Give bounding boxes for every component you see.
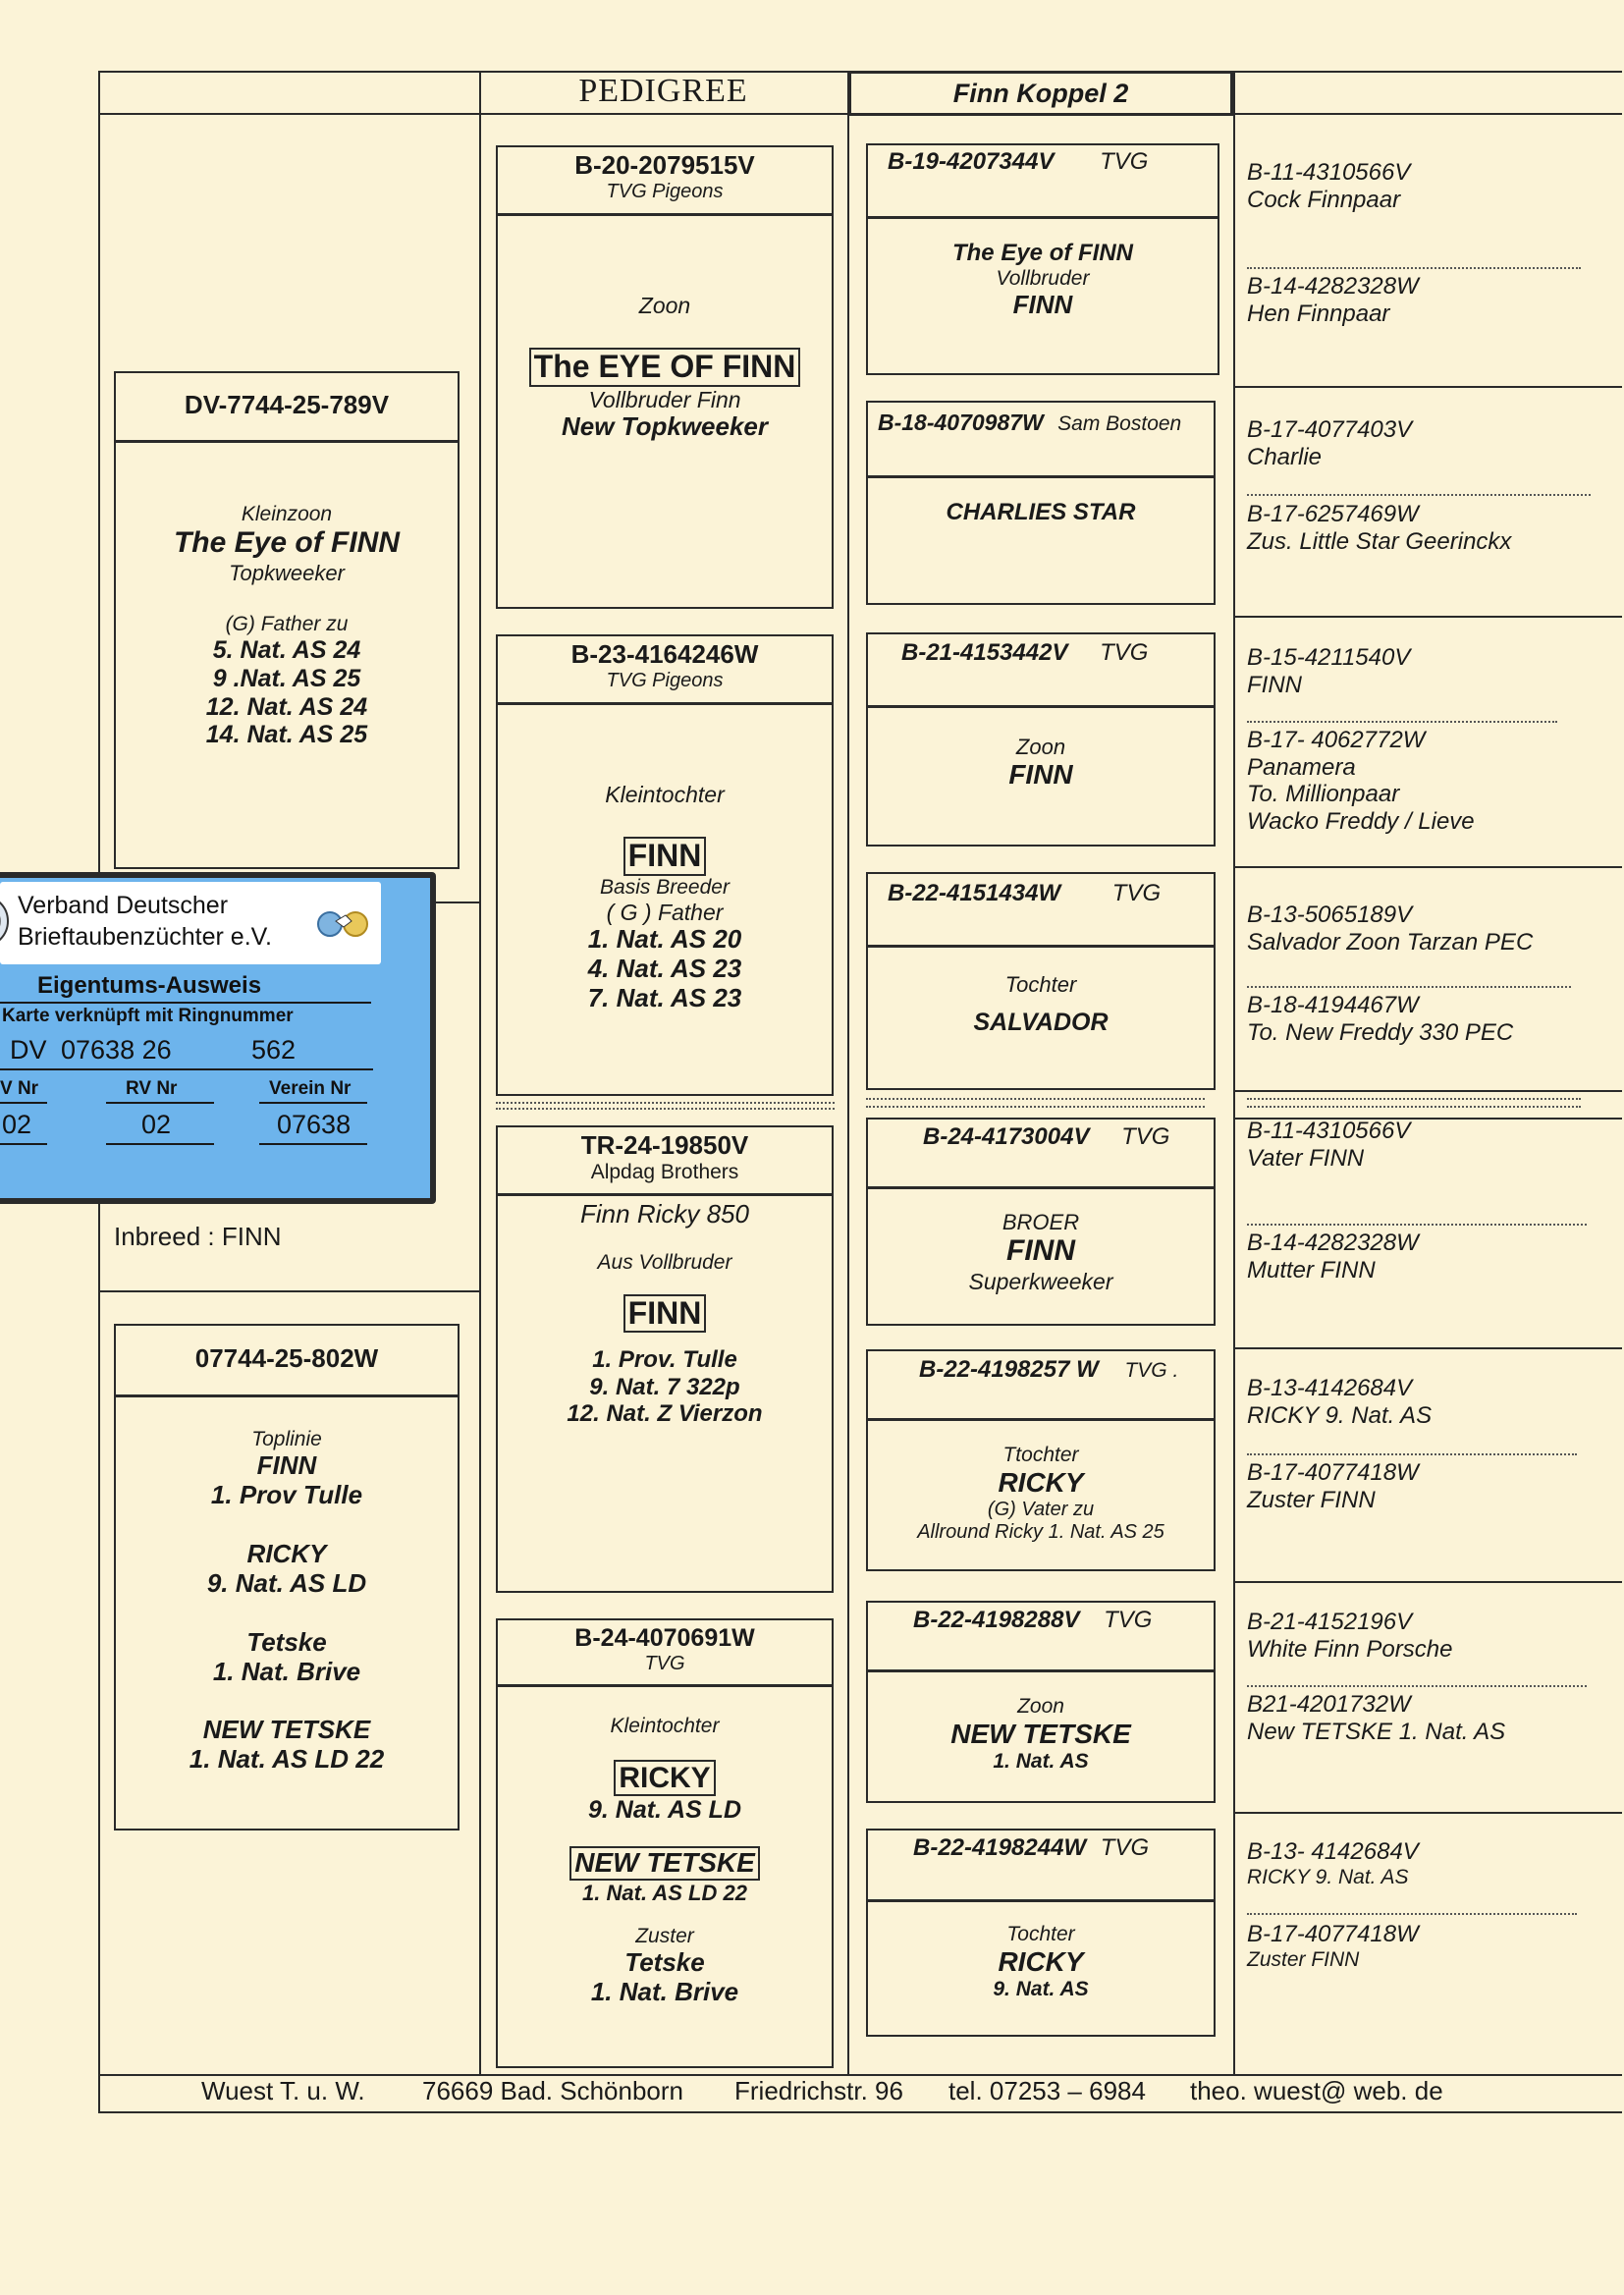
- ggp-dots-7: [1247, 1685, 1587, 1687]
- card-ring-underline: [0, 1068, 373, 1070]
- grid-col-divider-1: [479, 71, 481, 2074]
- footer-bottom-line: [98, 2111, 1622, 2113]
- card-org-line1: Verband Deutscher: [18, 892, 229, 919]
- ggp-dots-6: [1247, 1453, 1577, 1455]
- ggp-sep-2: [1233, 616, 1622, 618]
- grandparent-3-details: Zoon FINN: [1008, 735, 1073, 791]
- footer-name: Wuest T. u. W.: [201, 2076, 365, 2105]
- subject-bottom-details: Toplinie FINN 1. Prov Tulle RICKY 9. Nat. AS LD Tetske 1. Nat. Brive NEW TETSKE 1. Nat. AS LD 22: [189, 1428, 385, 1775]
- inbreed-note: Inbreed : FINN: [114, 1222, 282, 1251]
- ggp-entry-5: B-15-4211540V FINN: [1247, 644, 1411, 698]
- grandparent-4-org: TVG: [1111, 880, 1162, 906]
- grandparent-box-4: [866, 872, 1216, 1090]
- parent-4-sub: TVG: [644, 1652, 685, 1674]
- ggp-dots-1: [1247, 267, 1581, 269]
- subject-bottom-box: [114, 1324, 460, 1831]
- grandparent-1-org: TVG: [1100, 148, 1149, 175]
- parent-4-ring: B-24-4070691W: [574, 1624, 755, 1652]
- grandparent-6-ring: B-22-4198257 W: [919, 1356, 1099, 1383]
- grandparent-5-details: BROER FINN Superkweeker: [968, 1210, 1113, 1294]
- ggp-entry-8: B-18-4194467W To. New Freddy 330 PEC: [1247, 992, 1514, 1046]
- grandparent-4-ring: B-22-4151434W: [888, 880, 1061, 906]
- card-col2-value: 02: [141, 1110, 172, 1139]
- grandparent-box-8: [866, 1829, 1216, 2037]
- grandparent-1-details: The Eye of FINN Vollbruder FINN: [951, 240, 1134, 319]
- card-subtitle: Karte verknüpft mit Ringnummer: [2, 1006, 294, 1026]
- grid-col-divider-2: [847, 71, 849, 2074]
- ggp-entry-6: B-17- 4062772W Panamera To. Millionpaar Wacko Freddy / Lieve: [1247, 727, 1475, 835]
- card-title-underline: [0, 1002, 371, 1004]
- ggp-entry-4: B-17-6257469W Zus. Little Star Geerinckx: [1247, 501, 1512, 555]
- card-org-line2: Brieftaubenzüchter e.V.: [18, 923, 272, 951]
- grandparent-1-ring: B-19-4207344V: [888, 148, 1055, 175]
- ggp-entry-14: B21-4201732W New TETSKE 1. Nat. AS: [1247, 1691, 1506, 1745]
- membership-card: [0, 872, 436, 1204]
- section-dots-parents-2: [496, 1108, 835, 1110]
- grandparent-box-7: [866, 1601, 1216, 1803]
- ggp-entry-15: B-13- 4142684V RICKY 9. Nat. AS: [1247, 1838, 1419, 1888]
- ggp-sep-8: [1233, 1812, 1622, 1814]
- subject-top-box: [114, 371, 460, 869]
- ggp-entry-7: B-13-5065189V Salvador Zoon Tarzan PEC: [1247, 902, 1534, 956]
- grid-header-line-mid: [479, 113, 847, 115]
- ggp-entry-13: B-21-4152196V White Finn Porsche: [1247, 1609, 1453, 1663]
- connector-tick-1: [440, 902, 479, 903]
- ggp-entry-10: B-14-4282328W Mutter FINN: [1247, 1229, 1419, 1284]
- grandparent-box-6: [866, 1349, 1216, 1571]
- grandparent-7-details: Zoon NEW TETSKE 1. Nat. AS: [950, 1695, 1131, 1774]
- parent-2-sub: TVG Pigeons: [606, 669, 724, 691]
- card-title: Eigentums-Ausweis: [37, 972, 262, 999]
- grandparent-box-5: [866, 1118, 1216, 1326]
- grandparent-5-ring: B-24-4173004V: [923, 1123, 1090, 1150]
- parent-4-details: Kleintochter RICKY 9. Nat. AS LD NEW TETSKE 1. Nat. AS LD 22 Zuster Tetske 1. Nat. Brive: [498, 1715, 832, 2007]
- grandparent-8-details: Tochter RICKY 9. Nat. AS: [993, 1923, 1089, 2001]
- parent-1-ring: B-20-2079515V: [574, 150, 755, 180]
- parent-3-details: Finn Ricky 850 Aus Vollbruder FINN 1. Prov. Tulle 9. Nat. 7 322p 12. Nat. Z Vierzon: [567, 1199, 763, 1428]
- ggp-dots-3: [1247, 721, 1557, 723]
- parent-box-1: [496, 145, 834, 609]
- parent-box-4: [496, 1618, 834, 2068]
- card-col3-label: Verein Nr: [269, 1078, 352, 1099]
- grandparent-7-org: TVG: [1104, 1607, 1153, 1633]
- footer-street: Friedrichstr. 96: [734, 2076, 903, 2105]
- grandparent-2-details: CHARLIES STAR: [946, 499, 1136, 525]
- footer-email: theo. wuest@ web. de: [1190, 2076, 1443, 2105]
- bird-name-box: [848, 71, 1233, 116]
- ggp-entry-3: B-17-4077403V Charlie: [1247, 416, 1413, 470]
- ggp-entry-2: B-14-4282328W Hen Finnpaar: [1247, 273, 1419, 327]
- ggp-sep-3: [1233, 866, 1622, 868]
- card-col1-label: V Nr: [0, 1078, 39, 1099]
- grandparent-7-ring: B-22-4198288V: [913, 1607, 1080, 1633]
- ggp-sep-7: [1233, 1581, 1622, 1583]
- ggp-entry-9: B-11-4310566V Vater FINN: [1247, 1118, 1411, 1172]
- subject-top-ring: DV-7744-25-789V: [116, 373, 458, 443]
- grandparent-2-org: Sam Bostoen: [1057, 412, 1182, 435]
- subject-top-details: Kleinzoon The Eye of FINN Topkweeker (G) Father zu 5. Nat. AS 24 9 .Nat. AS 25 12. Nat. AS 24 14. Nat. AS 25: [173, 503, 401, 749]
- card-col3-value: 07638: [277, 1110, 352, 1139]
- ggp-dots-2: [1247, 494, 1591, 496]
- card-ring-prefix: DV: [10, 1035, 47, 1065]
- grandparent-box-3: [866, 632, 1216, 847]
- ggp-sep-6: [1233, 1347, 1622, 1349]
- grandparent-3-ring: B-21-4153442V: [901, 639, 1068, 666]
- grandparent-5-org: TVG: [1121, 1123, 1170, 1150]
- ggp-sep-4: [1233, 1090, 1622, 1092]
- grid-header-line-right: [1233, 113, 1622, 115]
- ggp-entry-12: B-17-4077418W Zuster FINN: [1247, 1459, 1419, 1513]
- parent-2-ring: B-23-4164246W: [570, 639, 759, 669]
- pigeon-logo-icon: [316, 907, 371, 941]
- section-dots-ggp-2: [1247, 1106, 1581, 1108]
- card-col1-value: 02: [2, 1110, 32, 1139]
- grandparent-6-org: TVG .: [1124, 1359, 1179, 1382]
- bird-name: Finn Koppel 2: [952, 79, 1129, 108]
- grandparent-box-1: [866, 143, 1219, 375]
- ggp-sep-1: [1233, 386, 1622, 388]
- parent-2-details: Kleintochter FINN Basis Breeder ( G ) Father 1. Nat. AS 20 4. Nat. AS 23 7. Nat. AS 23: [587, 782, 742, 1012]
- ggp-dots-5: [1247, 1224, 1587, 1226]
- section-dots-ggp: [1247, 1098, 1581, 1100]
- parent-1-details: Zoon The EYE OF FINN Vollbruder Finn New Topkweeker: [498, 293, 832, 442]
- grandparent-6-details: Ttochter RICKY (G) Vater zu Allround Ricky 1. Nat. AS 25: [917, 1444, 1164, 1544]
- card-ring-number: 562: [251, 1035, 297, 1065]
- card-header: [0, 882, 381, 964]
- ggp-entry-11: B-13-4142684V RICKY 9. Nat. AS: [1247, 1375, 1433, 1429]
- ggp-entry-1: B-11-4310566V Cock Finnpaar: [1247, 159, 1411, 213]
- grandparent-3-org: TVG: [1100, 639, 1149, 666]
- footer-phone: tel. 07253 – 6984: [948, 2076, 1146, 2105]
- ggp-dots-4: [1247, 986, 1571, 988]
- grandparent-2-ring: B-18-4070987W: [878, 410, 1044, 435]
- grandparent-8-org: TVG: [1100, 1834, 1150, 1861]
- page-title: PEDIGREE: [578, 73, 748, 109]
- parent-1-sub: TVG Pigeons: [606, 180, 724, 202]
- section-dots-parents: [496, 1102, 835, 1104]
- subject-divider-lower: [98, 1290, 479, 1292]
- subject-bottom-ring: 07744-25-802W: [116, 1326, 458, 1397]
- grid-col-divider-3: [1233, 71, 1235, 2074]
- grandparent-4-details: Tochter SALVADOR: [973, 972, 1109, 1037]
- association-seal-icon: [0, 892, 10, 951]
- ggp-dots-8: [1247, 1913, 1577, 1915]
- section-dots-grandparents: [866, 1098, 1205, 1100]
- grandparent-box-2: [866, 401, 1216, 605]
- grandparent-8-ring: B-22-4198244W: [913, 1834, 1087, 1861]
- card-ring-mid: 07638 26: [61, 1035, 172, 1065]
- parent-3-sub: Alpdag Brothers: [590, 1160, 739, 1183]
- grid-header-line-left: [98, 113, 479, 115]
- parent-box-2: [496, 634, 834, 1096]
- ggp-entry-16: B-17-4077418W Zuster FINN: [1247, 1921, 1419, 1971]
- parent-3-ring: TR-24-19850V: [580, 1130, 749, 1160]
- footer-city: 76669 Bad. Schönborn: [422, 2076, 683, 2105]
- parent-box-3: [496, 1125, 834, 1593]
- card-col2-label: RV Nr: [126, 1078, 178, 1099]
- section-dots-grandparents-2: [866, 1106, 1205, 1108]
